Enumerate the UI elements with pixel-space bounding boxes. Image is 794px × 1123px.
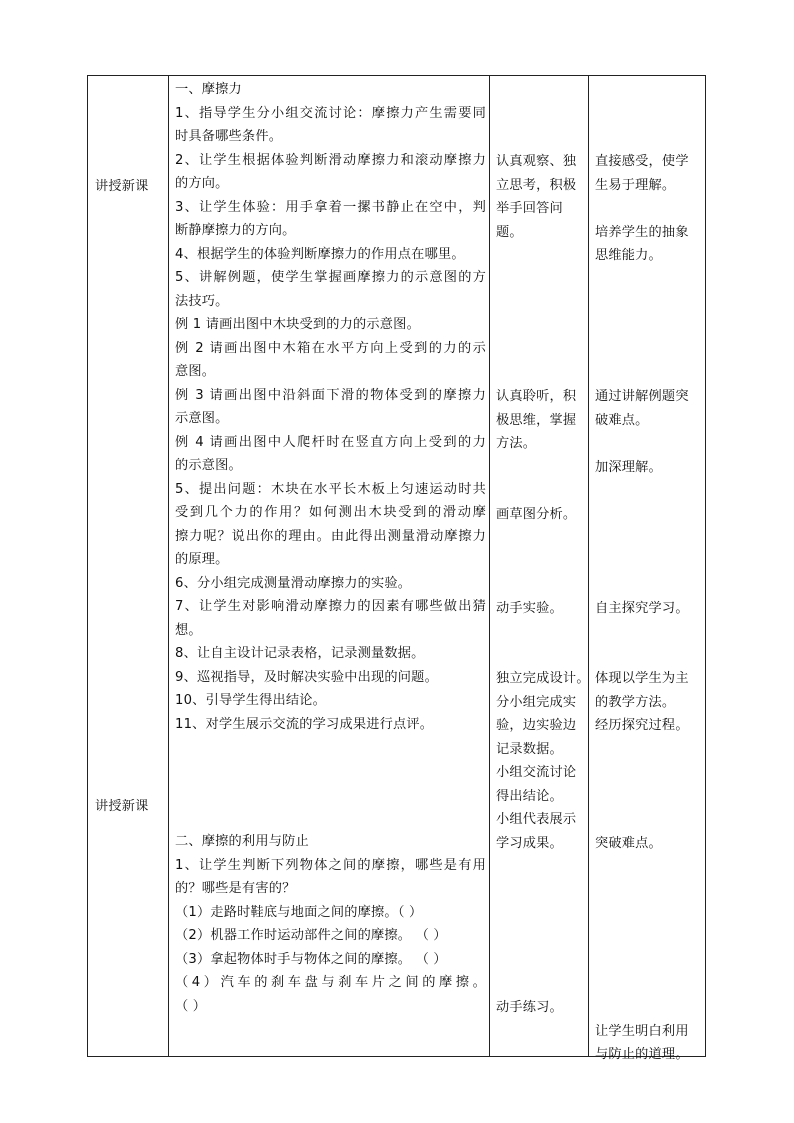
design-intent-line	[595, 503, 703, 527]
design-intent-line	[595, 785, 703, 809]
content-line: 5、讲解例题，使学生掌握画摩擦力的示意图的方	[175, 270, 486, 285]
lesson-stage-column	[88, 76, 168, 1056]
student-activity-line	[496, 620, 586, 644]
content-line: 一、摩擦力	[175, 82, 242, 97]
student-activity-line: 验，边实验边	[496, 718, 577, 733]
student-activity-line	[496, 879, 586, 903]
student-activity-line	[496, 973, 586, 997]
design-intent-line	[595, 620, 703, 644]
lesson-stage-label: 讲授新课	[95, 799, 149, 814]
student-activity-line: 认真聆听，积	[496, 389, 577, 404]
content-line: 4、根据学生的体验判断摩擦力的作用点在哪里。	[175, 246, 465, 262]
design-intent-line	[595, 902, 703, 926]
design-intent-line: 经历探究过程。	[595, 718, 689, 733]
content-line: 10、引导学生得出结论。	[175, 693, 327, 708]
student-activity-line	[496, 926, 586, 950]
design-intent-line: 与防止的道理。	[595, 1047, 689, 1062]
student-activity-line	[496, 526, 586, 550]
design-intent-column	[589, 76, 707, 1062]
design-intent-line: 培养学生的抽象	[595, 224, 689, 240]
student-activity-line	[496, 855, 586, 879]
student-activity-line: 得出结论。	[496, 788, 563, 804]
student-activity-line: 独立完成设计。	[496, 671, 590, 686]
content-line: （3）拿起物体时手与物体之间的摩擦。 （ ）	[175, 951, 447, 967]
design-intent-line: 自主探究学习。	[595, 600, 689, 616]
student-activity-line	[496, 244, 586, 268]
design-intent-line: 思维能力。	[595, 248, 662, 263]
student-activity-line	[496, 268, 586, 292]
design-intent-line: 通过讲解例题突	[595, 389, 689, 404]
content-line: 二、摩擦的利用与防止	[175, 834, 309, 849]
student-activity-line	[496, 479, 586, 503]
content-line: 的方向。	[175, 176, 229, 191]
design-intent-line	[595, 362, 703, 386]
section-friction-use	[175, 830, 486, 1018]
student-activity-line: 小组交流讨论	[496, 765, 577, 780]
content-line: 1、让学生判断下列物体之间的摩擦，哪些是有用	[175, 857, 486, 873]
student-activity-line	[496, 362, 586, 386]
content-line: 擦力呢？说出你的理由。由此得出测量滑动摩擦力	[175, 528, 486, 544]
design-intent-line	[595, 761, 703, 785]
content-line: 8、让自主设计记录表格，记录测量数据。	[175, 646, 425, 661]
student-activity-line	[496, 338, 586, 362]
student-activity-line: 题。	[496, 224, 523, 240]
design-intent-line	[595, 338, 703, 362]
student-activity-line: 举手回答问	[496, 201, 563, 216]
design-intent-line	[595, 996, 703, 1020]
student-activity-line: 分小组完成实	[496, 694, 577, 710]
design-intent-line	[595, 738, 703, 762]
section-friction	[175, 78, 486, 736]
content-line: 9、巡视指导，及时解决实验中出现的问题。	[175, 669, 438, 685]
content-line: 时具备哪些条件。	[175, 129, 283, 144]
design-intent-line: 生易于理解。	[595, 177, 676, 193]
student-activity-line: 方法。	[496, 436, 537, 451]
teacher-activity-column	[169, 76, 490, 1056]
student-activity-line	[496, 902, 586, 926]
design-intent-line: 的教学方法。	[595, 694, 676, 710]
student-activity-line	[496, 456, 586, 480]
design-intent-line	[595, 808, 703, 832]
student-activity-line: 小组代表展示	[496, 812, 577, 827]
student-activity-line: 认真观察、独	[496, 154, 577, 169]
content-line: 想。	[175, 622, 202, 638]
design-intent-line	[595, 926, 703, 950]
student-activity-line: 记录数据。	[496, 741, 563, 757]
content-line: 例 2 请画出图中木箱在水平方向上受到的力的示	[175, 340, 486, 356]
design-intent-line: 加深理解。	[595, 459, 662, 475]
design-intent-line: 直接感受，使学	[595, 154, 689, 169]
student-activity-line	[496, 315, 586, 339]
student-activity-line: 画草图分析。	[496, 506, 577, 522]
design-intent-line: 体现以学生为主	[595, 671, 689, 686]
student-activity-line: 动手实验。	[496, 600, 563, 616]
content-line: （ ）	[175, 998, 207, 1014]
student-activity-line: 极思维，掌握	[496, 412, 577, 428]
design-intent-line	[595, 479, 703, 503]
content-line: 法技巧。	[175, 293, 229, 309]
design-intent-line: 破难点。	[595, 412, 649, 428]
student-activity-line	[496, 573, 586, 597]
design-intent-line	[595, 644, 703, 668]
content-line: 断静摩擦力的方向。	[175, 223, 296, 238]
content-line: 例 1 请画出图中木块受到的力的示意图。	[175, 317, 420, 332]
design-intent-line	[595, 550, 703, 574]
student-activity-list	[496, 150, 590, 1020]
content-line: 11、对学生展示交流的学习成果进行点评。	[175, 716, 434, 732]
content-line: 意图。	[175, 364, 216, 379]
content-line: 3、让学生体验：用手拿着一摞书静止在空中，判	[175, 199, 486, 215]
design-intent-line	[595, 291, 703, 315]
design-intent-line	[595, 879, 703, 903]
design-intent-line	[595, 315, 703, 339]
design-intent-line	[595, 949, 703, 973]
design-intent-line: 突破难点。	[595, 835, 662, 851]
design-intent-line	[595, 573, 703, 597]
content-line: 1、指导学生分小组交流讨论：摩擦力产生需要同	[175, 105, 486, 121]
content-line: 5、提出问题：木块在水平长木板上匀速运动时共	[175, 481, 486, 497]
design-intent-line	[595, 855, 703, 879]
content-line: 7、让学生对影响滑动摩擦力的因素有哪些做出猜	[175, 599, 486, 614]
content-line: 受到几个力的作用？如何测出木块受到的滑动摩	[175, 505, 486, 520]
content-line: 的原理。	[175, 552, 229, 567]
lesson-plan-table	[87, 75, 706, 1062]
student-activity-line: 学习成果。	[496, 835, 563, 851]
content-line: （1）走路时鞋底与地面之间的摩擦。（ ）	[175, 904, 423, 920]
design-intent-line	[595, 197, 703, 221]
design-intent-line	[595, 526, 703, 550]
design-intent-line	[595, 973, 703, 997]
student-activity-line	[496, 644, 586, 668]
content-line: （2）机器工作时运动部件之间的摩擦。 （ ）	[175, 928, 447, 943]
student-activity-column	[490, 76, 588, 1056]
design-intent-list	[595, 150, 703, 1067]
student-activity-line	[496, 949, 586, 973]
content-line: 的？哪些是有害的？	[175, 881, 296, 896]
student-activity-line	[496, 291, 586, 315]
design-intent-line	[595, 432, 703, 456]
student-activity-line	[496, 550, 586, 574]
content-line: 例 4 请画出图中人爬杆时在竖直方向上受到的力	[175, 434, 486, 450]
content-line: 例 3 请画出图中沿斜面下滑的物体受到的摩擦力	[175, 387, 486, 403]
content-line: （4）汽车的刹车盘与刹车片之间的摩擦。	[175, 975, 486, 990]
content-line: 2、让学生根据体验判断滑动摩擦力和滚动摩擦力	[175, 152, 486, 168]
content-line: 的示意图。	[175, 458, 242, 473]
section-spacer	[175, 736, 486, 830]
content-line: 6、分小组完成测量滑动摩擦力的实验。	[175, 575, 412, 591]
design-intent-line: 让学生明白利用	[595, 1023, 689, 1039]
student-activity-line: 动手练习。	[496, 1000, 563, 1015]
design-intent-line	[595, 268, 703, 292]
lesson-stage-label: 讲授新课	[95, 179, 149, 194]
content-line: 示意图。	[175, 411, 229, 426]
student-activity-line: 立思考，积极	[496, 177, 577, 193]
